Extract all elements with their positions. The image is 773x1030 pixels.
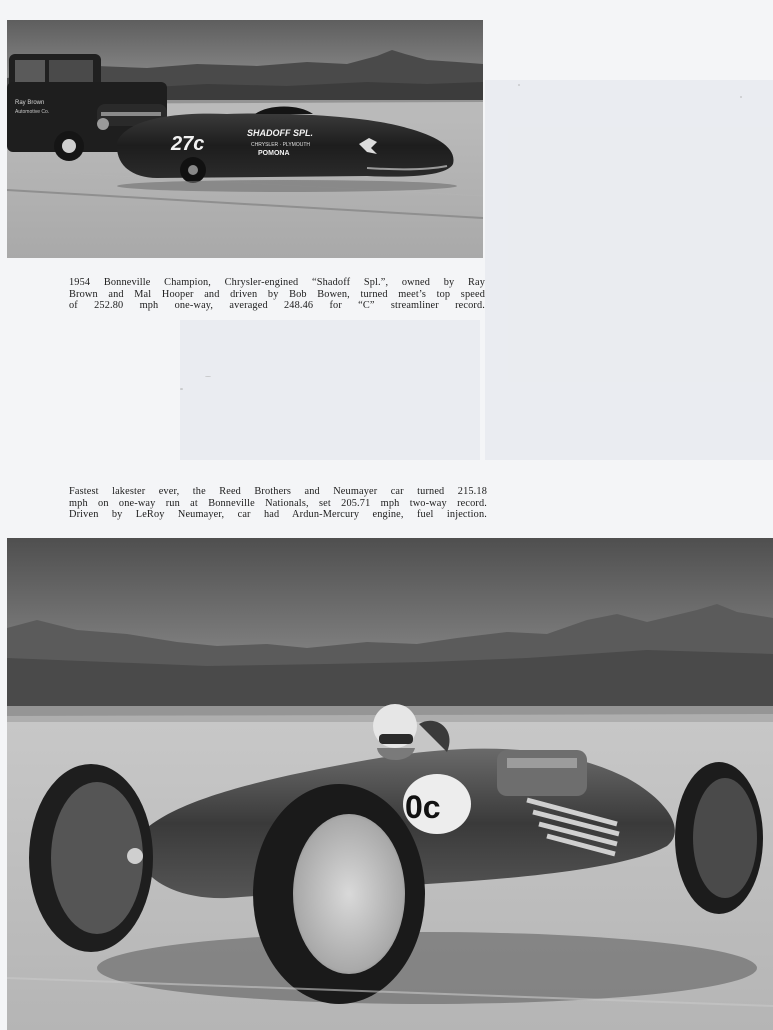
photo-shadoff-streamliner — [7, 20, 483, 258]
caption-line: Driven by LeRoy Neumayer, car had Ardun-Mercury engine, fuel injection. — [69, 509, 487, 521]
car-town: POMONA — [258, 150, 290, 157]
caption-line: mph on one-way run at Bonneville Nationals, set 205.71 mph two-way record. — [69, 497, 487, 509]
scan-speck — [518, 84, 520, 86]
scan-speck — [180, 388, 183, 390]
car-name-shadoff: SHADOFF SPL. — [247, 128, 314, 138]
car-number-27c: 27c — [171, 133, 205, 155]
svg-text:Ray Brown: Ray Brown — [15, 100, 45, 106]
svg-text:Automotive Co.: Automotive Co. — [15, 109, 50, 115]
streamliner-photo-art — [7, 20, 483, 258]
car-number-0c: 0c — [405, 789, 441, 825]
car-sponsor: CHRYSLER · PLYMOUTH — [251, 142, 310, 148]
photo-reed-neumayer-lakester — [7, 538, 773, 1030]
caption-reed-neumayer — [69, 486, 487, 521]
caption-line: Brown and Mal Hooper and driven by Bob Bowen, turned meet’s top speed — [69, 288, 485, 300]
scan-speck — [740, 96, 742, 98]
scan-shading — [180, 320, 480, 460]
scan-speck — [205, 376, 211, 377]
caption-line: of 252.80 mph one-way, averaged 248.46 for “C” streamliner record. — [69, 300, 485, 312]
lakester-photo-art — [7, 538, 773, 1030]
caption-shadoff — [69, 277, 485, 312]
caption-line: 1954 Bonneville Champion, Chrysler-engined “Shadoff Spl.”, owned by Ray — [69, 277, 485, 288]
scan-shading — [485, 80, 773, 460]
caption-line: Fastest lakester ever, the Reed Brothers and Neumayer car turned 215.18 — [69, 486, 487, 497]
